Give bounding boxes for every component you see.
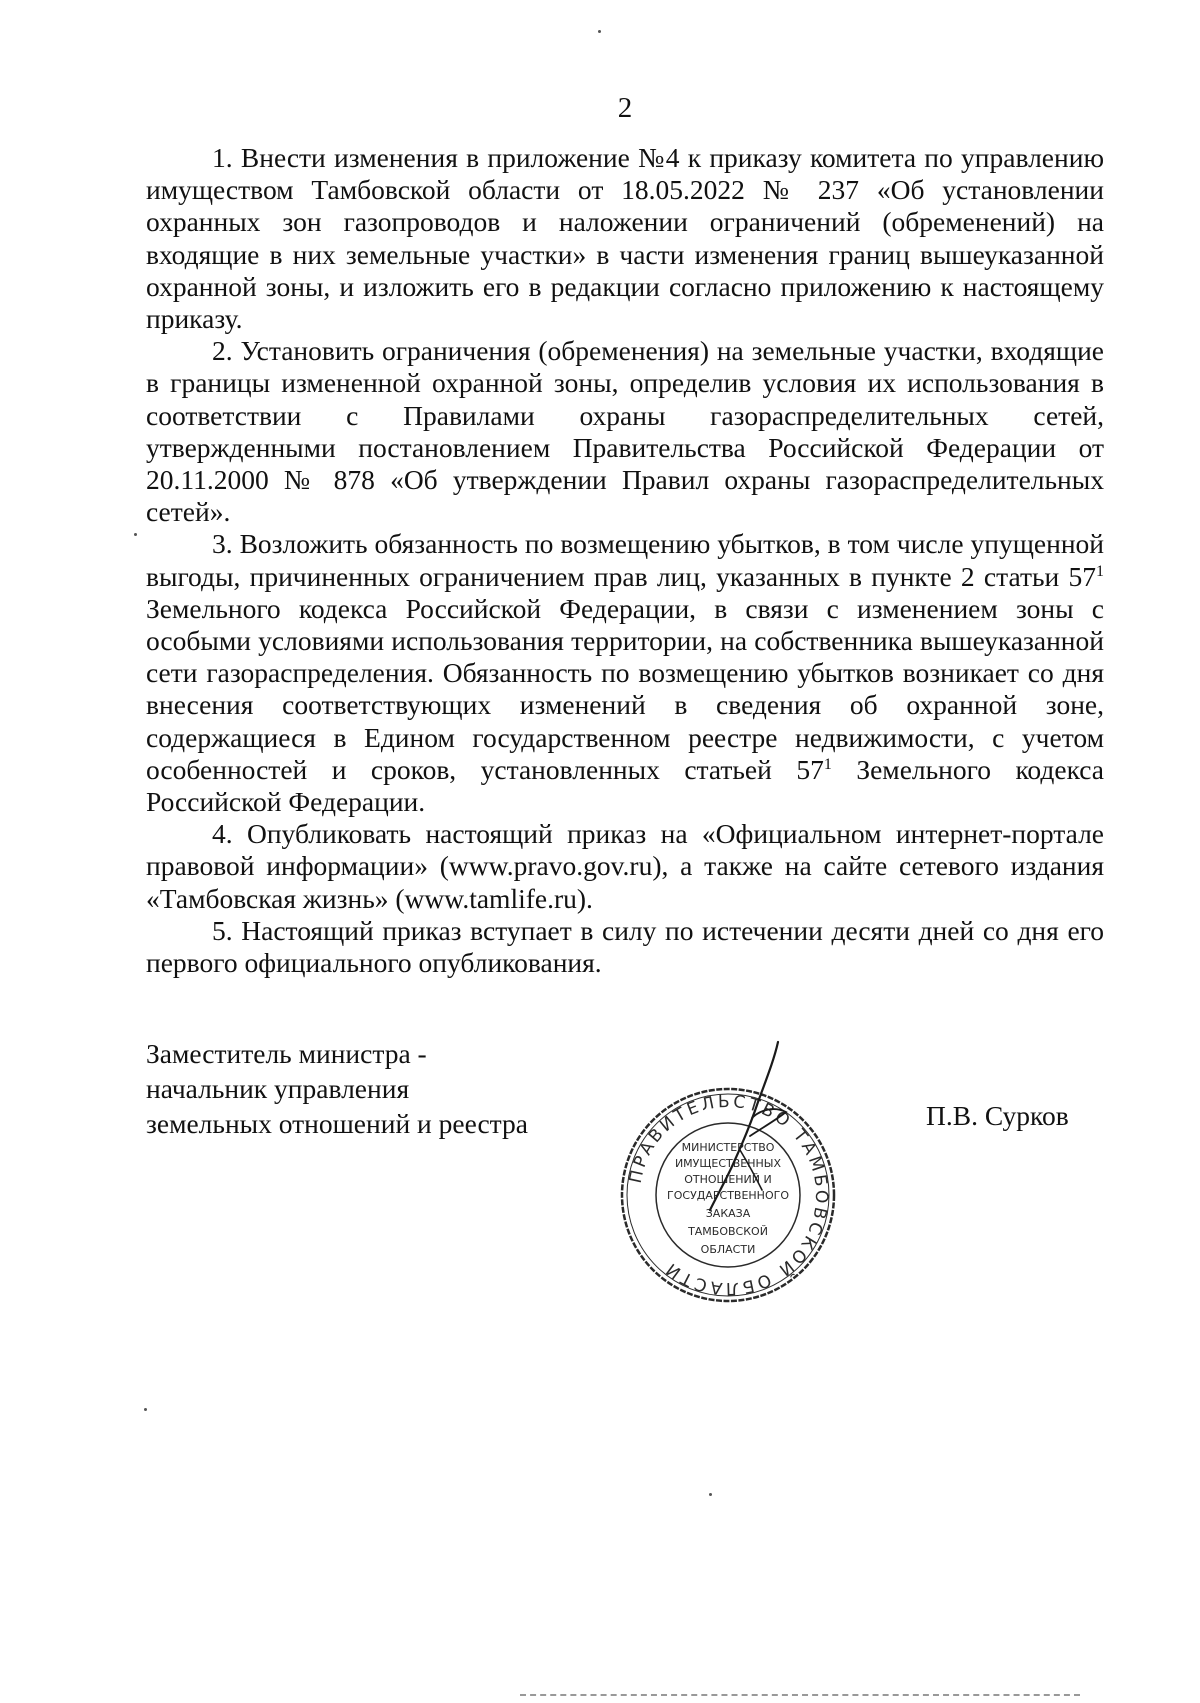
document-body xyxy=(146,142,1104,979)
paragraph-4: 4. Опубликовать настоящий приказ на «Официальном интернет-портале правовой информации» (www.pravo.gov.ru), а также на сайте сетевого издания «Тамбовская жизнь» (www.tamlife.ru). xyxy=(146,818,1104,914)
paragraph-3-part-3: Земельного кодекса Российской Федерации. xyxy=(146,753,1104,818)
scan-speck xyxy=(144,1408,147,1411)
position-line-1: Заместитель министра - xyxy=(146,1038,427,1069)
signatory-name: П.В. Сурков xyxy=(926,1100,1069,1131)
stamp-inner-line-5: ЗАКАЗА xyxy=(705,1207,751,1220)
paragraph-5: 5. Настоящий приказ вступает в силу по истечении десяти дней со дня его первого официального опубликования. xyxy=(146,914,1104,979)
stamp-inner-line-3: ОТНОШЕНИЙ И xyxy=(684,1173,772,1186)
position-line-3: земельных отношений и реестра xyxy=(146,1108,528,1139)
page-number: 2 xyxy=(617,92,633,124)
signatory-position xyxy=(146,1036,586,1141)
handwritten-signature xyxy=(700,1040,820,1240)
stamp-inner-line-2: ИМУЩЕСТВЕННЫХ xyxy=(674,1157,782,1170)
superscript-2: 1 xyxy=(823,755,832,773)
paragraph-1: 1. Внести изменения в приложение №4 к приказу комитета по управлению имуществом Тамбовской области от 18.05.2022 № 237 «Об установлении охранных зон газопроводов и наложении ограничений (обременений) на входящие в них земельные участки» в части изменения границ вышеуказанной охранной зоны, и изложить его в редакции согласно приложению к настоящему приказу. xyxy=(146,142,1104,335)
stamp-inner-line-1: МИНИСТЕРСТВО xyxy=(681,1141,775,1154)
position-line-2: начальник управления xyxy=(146,1073,410,1104)
scan-speck xyxy=(598,30,601,33)
scan-edge-artifact xyxy=(520,1694,1080,1698)
scan-speck xyxy=(709,1493,712,1496)
paragraph-3 xyxy=(146,528,1104,818)
stamp-inner-line-4: ГОСУДАРСТВЕННОГО xyxy=(667,1189,789,1202)
scan-speck xyxy=(134,533,137,536)
stamp-inner-line-6: ТАМБОВСКОЙ xyxy=(688,1225,768,1238)
paragraph-2: 2. Установить ограничения (обременения) на земельные участки, входящие в границы измененной охранной зоны, определив условия их использования в соответствии с Правилами охраны газораспределительных сетей, утвержденными постановлением Правительства Российской Федерации от 20.11.2000 № 878 «Об утверждении Правил охраны газораспределительных сетей». xyxy=(146,335,1104,528)
paragraph-3-part-2: Земельного кодекса Российской Федерации, в связи с изменением зоны с особыми условиями использования территории, на собственника вышеуказанной сети газораспределения. Обязанность по возмещению убытков возникает со дня внесения соответствующих изменений в сведения об охранной зоне, содержащиеся в Едином государственном реестре недвижимости, с учетом особенностей и сроков, установленных статьей 57 xyxy=(146,592,1104,785)
paragraph-3-part-1: 3. Возложить обязанность по возмещению убытков, в том числе упущенной выгоды, причиненных ограничением прав лиц, указанных в пункте 2 статьи 57 xyxy=(146,528,1104,592)
stamp-outer-text: ПРАВИТЕЛЬСТВО ТАМБОВСКОЙ ОБЛАСТИ xyxy=(625,1091,832,1299)
superscript-1: 1 xyxy=(1096,562,1104,580)
stamp-inner-line-7: ОБЛАСТИ xyxy=(700,1243,756,1256)
